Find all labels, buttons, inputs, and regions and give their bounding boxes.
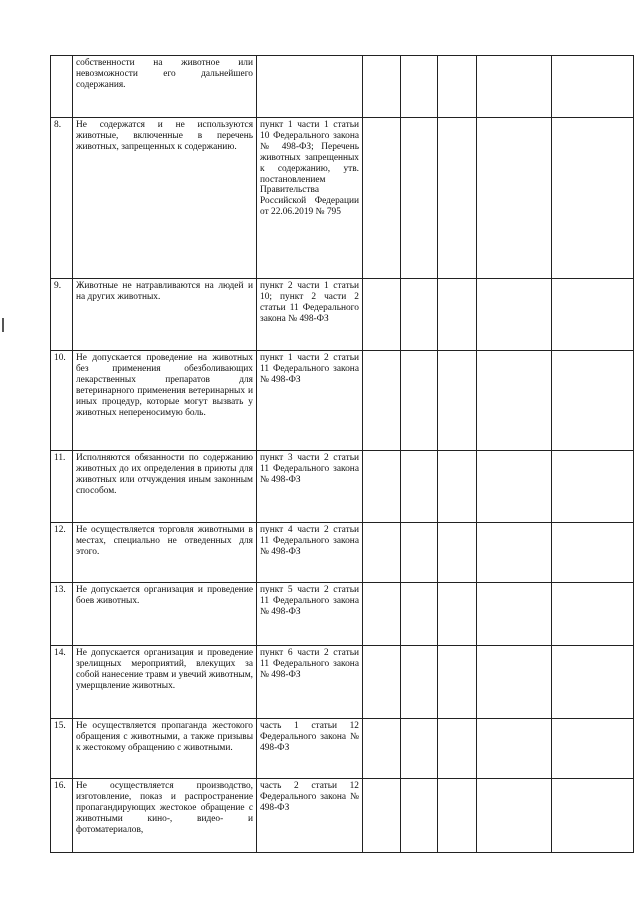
requirement-cell: Не осуществляется торговля животными в местах, специально не отведенных для этого.: [73, 523, 257, 583]
answer-yes-cell: [363, 118, 401, 279]
comment-cell: [552, 523, 634, 583]
legal-reference-cell: пункт 5 части 2 статьи 11 Федерального закона № 498-ФЗ: [257, 583, 363, 646]
answer-cell: [477, 279, 552, 351]
legal-reference-cell: пункт 1 части 1 статьи 10 Федерального закона № 498-ФЗ; Перечень животных запрещенных к содержанию, утв. постановлением Правительства Российской Федерации от 22.06.2019 № 795: [257, 118, 363, 279]
row-number: 11.: [51, 451, 73, 523]
answer-yes-cell: [363, 779, 401, 853]
scan-edge-mark: [2, 318, 4, 332]
requirement-cell: Не осуществляется пропаганда жестокого обращения с животными, а также призывы к жестокому обращению с животными.: [73, 719, 257, 779]
requirement-cell: Не допускается организация и проведение зрелищных мероприятий, влекущих за собой нанесение травм и увечий животным, умерщвление животных.: [73, 646, 257, 719]
legal-reference-cell: [257, 56, 363, 118]
table-row: [51, 719, 634, 779]
requirement-cell: Не содержатся и не используются животные, включенные в перечень животных, запрещенных к содержанию.: [73, 118, 257, 279]
answer-cell: [477, 646, 552, 719]
row-number: 14.: [51, 646, 73, 719]
answer-yes-cell: [363, 719, 401, 779]
answer-cell: [477, 56, 552, 118]
answer-no-cell: [401, 279, 438, 351]
answer-cell: [477, 779, 552, 853]
legal-reference-cell: пункт 2 части 1 статьи 10; пункт 2 части 2 статьи 11 Федерального закона № 498-ФЗ: [257, 279, 363, 351]
answer-no-cell: [401, 56, 438, 118]
requirement-cell: Животные не натравливаются на людей и на других животных.: [73, 279, 257, 351]
table-row: [51, 583, 634, 646]
comment-cell: [552, 719, 634, 779]
legal-reference-cell: пункт 1 части 2 статьи 11 Федерального закона № 498-ФЗ: [257, 351, 363, 451]
row-number: 12.: [51, 523, 73, 583]
answer-na-cell: [438, 779, 477, 853]
row-number: 16.: [51, 779, 73, 853]
comment-cell: [552, 279, 634, 351]
row-number: 15.: [51, 719, 73, 779]
table-row: [51, 279, 634, 351]
comment-cell: [552, 56, 634, 118]
legal-reference-cell: часть 1 статьи 12 Федерального закона № 498-ФЗ: [257, 719, 363, 779]
legal-reference-cell: пункт 4 части 2 статьи 11 Федерального закона № 498-ФЗ: [257, 523, 363, 583]
requirement-cell: Не допускается организация и проведение боев животных.: [73, 583, 257, 646]
answer-no-cell: [401, 351, 438, 451]
comment-cell: [552, 779, 634, 853]
answer-no-cell: [401, 118, 438, 279]
answer-na-cell: [438, 583, 477, 646]
answer-cell: [477, 118, 552, 279]
table-row: [51, 351, 634, 451]
answer-yes-cell: [363, 646, 401, 719]
answer-na-cell: [438, 56, 477, 118]
table-row: [51, 779, 634, 853]
answer-na-cell: [438, 279, 477, 351]
answer-no-cell: [401, 583, 438, 646]
answer-yes-cell: [363, 451, 401, 523]
table-row: [51, 451, 634, 523]
answer-no-cell: [401, 719, 438, 779]
answer-cell: [477, 583, 552, 646]
checklist-table: [50, 55, 634, 853]
comment-cell: [552, 118, 634, 279]
comment-cell: [552, 451, 634, 523]
table-row: [51, 523, 634, 583]
answer-na-cell: [438, 646, 477, 719]
answer-cell: [477, 451, 552, 523]
answer-no-cell: [401, 451, 438, 523]
row-number: 8.: [51, 118, 73, 279]
answer-na-cell: [438, 523, 477, 583]
requirement-cell: Исполняются обязанности по содержанию животных до их определения в приюты для животных или отчуждения иным законным способом.: [73, 451, 257, 523]
row-number: [51, 56, 73, 118]
comment-cell: [552, 646, 634, 719]
answer-cell: [477, 351, 552, 451]
table-row: [51, 118, 634, 279]
answer-yes-cell: [363, 523, 401, 583]
answer-na-cell: [438, 351, 477, 451]
answer-yes-cell: [363, 279, 401, 351]
requirement-cell: собственности на животное или невозможности его дальнейшего содержания.: [73, 56, 257, 118]
requirement-cell: Не осуществляется производство, изготовление, показ и распространение пропагандирующих жестокое обращение с животными кино-, видео- и фотоматериалов,: [73, 779, 257, 853]
answer-no-cell: [401, 779, 438, 853]
answer-na-cell: [438, 719, 477, 779]
table-row: [51, 646, 634, 719]
comment-cell: [552, 351, 634, 451]
answer-no-cell: [401, 646, 438, 719]
row-number: 9.: [51, 279, 73, 351]
requirement-cell: Не допускается проведение на животных без применения обезболивающих лекарственных препаратов для ветеринарного применения ветеринарных и иных процедур, которые могут вызвать у животных непереносимую боль.: [73, 351, 257, 451]
answer-yes-cell: [363, 56, 401, 118]
answer-cell: [477, 523, 552, 583]
answer-na-cell: [438, 451, 477, 523]
answer-yes-cell: [363, 583, 401, 646]
answer-no-cell: [401, 523, 438, 583]
answer-cell: [477, 719, 552, 779]
legal-reference-cell: пункт 3 части 2 статьи 11 Федерального закона № 498-ФЗ: [257, 451, 363, 523]
legal-reference-cell: пункт 6 части 2 статьи 11 Федерального закона № 498-ФЗ: [257, 646, 363, 719]
row-number: 13.: [51, 583, 73, 646]
comment-cell: [552, 583, 634, 646]
row-number: 10.: [51, 351, 73, 451]
answer-yes-cell: [363, 351, 401, 451]
table-row: [51, 56, 634, 118]
answer-na-cell: [438, 118, 477, 279]
legal-reference-cell: часть 2 статьи 12 Федерального закона № 498-ФЗ: [257, 779, 363, 853]
